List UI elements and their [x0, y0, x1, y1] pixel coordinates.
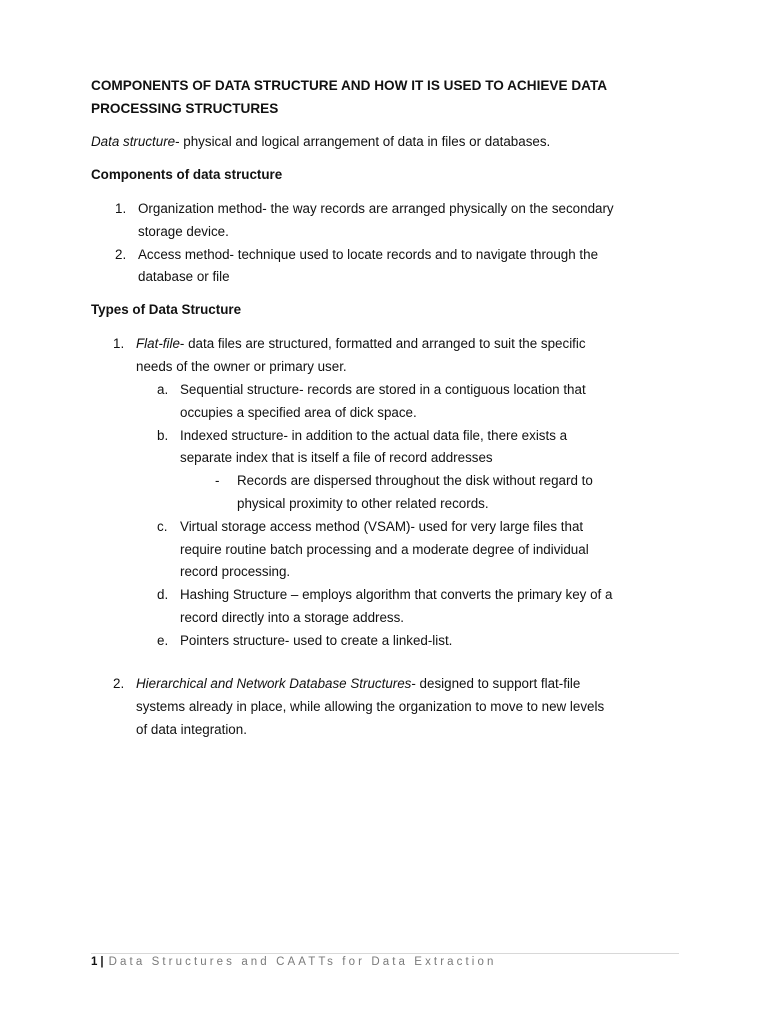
list-marker: b.	[157, 427, 169, 443]
page-number: 1	[91, 956, 98, 968]
list-item-line: Virtual storage access method (VSAM)- used for very large files that	[180, 518, 584, 534]
list-item	[157, 425, 612, 516]
components-list	[115, 198, 614, 289]
page-footer	[91, 954, 496, 970]
list-item	[113, 333, 586, 379]
bullet-line: Records are dispersed throughout the disk without regard to	[237, 473, 593, 489]
types-item-1	[113, 333, 586, 379]
footer-separator: |	[100, 956, 104, 968]
list-item-line: record directly into a storage address.	[180, 609, 405, 625]
definition-term: Data structure	[91, 134, 176, 149]
list-item-line: storage device.	[138, 223, 229, 239]
list-item-line: Access method- technique used to locate records and to navigate through the	[138, 246, 599, 262]
list-item-line: Organization method- the way records are arranged physically on the secondary	[138, 201, 614, 216]
list-item-line: systems already in place, while allowing the organization to move to new levels	[136, 698, 605, 714]
definition-text: - physical and logical arrangement of data in files or databases.	[175, 134, 551, 149]
list-item-line: needs of the owner or primary user.	[136, 358, 347, 374]
list-marker: a.	[157, 382, 169, 397]
bullet-marker: -	[215, 473, 220, 489]
list-marker: e.	[157, 632, 169, 648]
hierarchical-term: Hierarchical and Network Database Structures	[136, 676, 412, 691]
types-item-2	[113, 673, 605, 741]
list-item	[115, 198, 614, 244]
list-item-line: Indexed structure- in addition to the actual data file, there exists a	[180, 427, 568, 443]
flat-file-term: Flat-file	[136, 336, 180, 351]
list-marker: 1.	[115, 201, 127, 216]
list-item-line: record processing.	[180, 564, 291, 580]
list-item-line	[136, 673, 604, 696]
list-item-line: Pointers structure- used to create a linked-list.	[180, 632, 453, 648]
list-marker: c.	[157, 518, 168, 534]
list-marker: 2.	[113, 676, 125, 691]
list-item-line: database or file	[138, 269, 230, 285]
list-item-line: Sequential structure- records are stored in a contiguous location that	[180, 382, 586, 397]
list-item-line: require routine batch processing and a moderate degree of individual	[180, 541, 589, 557]
title-line-2: PROCESSING STRUCTURES	[91, 100, 279, 116]
list-item-line: separate index that is itself a file of record addresses	[180, 450, 493, 466]
bullet-item	[215, 470, 612, 516]
list-item	[113, 673, 605, 741]
definition-paragraph	[91, 132, 550, 152]
list-marker: 2.	[115, 246, 127, 262]
footer-text: Data Structures and CAATTs for Data Extraction	[108, 956, 497, 968]
flat-file-subitems	[157, 379, 613, 653]
components-heading: Components of data structure	[91, 167, 283, 182]
list-item-line: of data integration.	[136, 721, 247, 737]
title-line-1: COMPONENTS OF DATA STRUCTURE AND HOW IT IS USED TO ACHIEVE DATA	[91, 78, 608, 93]
bullet-line: physical proximity to other related records.	[237, 495, 489, 511]
list-item-line: occupies a specified area of dick space.	[180, 404, 417, 420]
flat-file-text: - data files are structured, formatted and arranged to suit the specific	[179, 336, 586, 351]
list-marker: d.	[157, 587, 169, 603]
list-item	[157, 516, 612, 584]
list-item	[157, 379, 612, 425]
list-item	[115, 244, 614, 290]
document-title	[91, 75, 691, 120]
hierarchical-text: - designed to support flat-file	[411, 676, 581, 691]
list-item	[157, 630, 612, 653]
list-marker: 1.	[113, 336, 125, 351]
types-heading: Types of Data Structure	[91, 302, 242, 317]
list-item-line	[136, 333, 586, 356]
list-item	[157, 584, 613, 630]
list-item-line: Hashing Structure – employs algorithm that converts the primary key of a	[180, 587, 613, 603]
